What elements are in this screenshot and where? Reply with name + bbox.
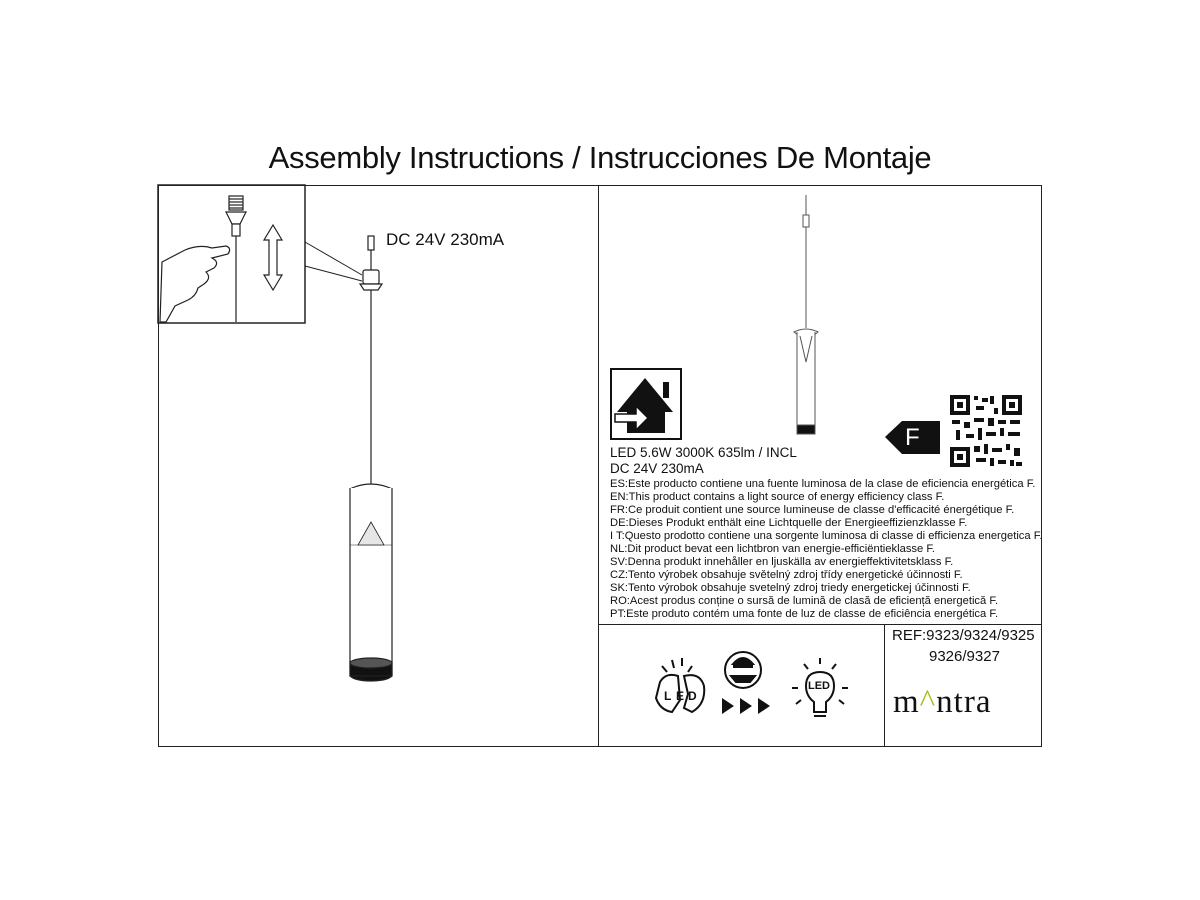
energy-statement: EN:This product contains a light source of energy efficiency class F. [610, 491, 945, 503]
energy-statement: RO:Acest produs conține o sursă de lumină de clasă de eficiență energetică F. [610, 595, 999, 607]
energy-statement: NL:Dit product bevat een lichtbron van energie-efficiëntieklasse F. [610, 543, 936, 555]
power-label: DC 24V 230mA [386, 230, 505, 249]
spec-line-2: DC 24V 230mA [610, 461, 704, 476]
page-title: Assembly Instructions / Instrucciones De Montaje [268, 140, 932, 175]
led-not-replaceable-icon [656, 658, 704, 712]
brand-logo-part: ntra [936, 684, 992, 720]
brand-logo [893, 684, 991, 721]
led-label: LED [808, 680, 830, 692]
energy-class-letter: F [905, 424, 920, 451]
svg-text:E: E [676, 689, 685, 703]
reference-codes: REF:9323/9324/9325 [892, 627, 1035, 644]
energy-statement: DE:Dieses Produkt enthält eine Lichtquelle der Energieeffizienzklasse F. [610, 517, 968, 529]
energy-statement: PT:Este produto contém uma fonte de luz de classe de eficiência energética F. [610, 608, 999, 620]
technician-icon [725, 652, 761, 688]
energy-statement: CZ:Tento výrobek obsahuje světelný zdroj třídy energetické účinnosti F. [610, 569, 963, 581]
reference-codes-cont: 9326/9327 [929, 648, 1000, 665]
energy-statement: FR:Ce produit contient une source lumineuse de classe d'efficacité énergétique F. [610, 504, 1015, 516]
svg-text:L: L [664, 689, 672, 703]
play-arrows-icon [722, 698, 770, 714]
svg-text:D: D [688, 689, 697, 703]
brand-logo-accent: ^ [919, 684, 937, 720]
energy-statement: I T:Questo prodotto contiene una sorgente luminosa di classe di efficienza energetica F. [610, 530, 1043, 542]
spec-line-1: LED 5.6W 3000K 635lm / INCL [610, 445, 797, 460]
energy-statement: SV:Denna produkt innehåller en ljuskälla av energieffektivitetsklass F. [610, 556, 954, 568]
energy-statement: ES:Este producto contiene una fuente luminosa de la clase de eficiencia energética F. [610, 478, 1036, 490]
energy-statement: SK:Tento výrobok obsahuje svetelný zdroj triedy energetickej účinnosti F. [610, 582, 971, 594]
brand-logo-part: m [893, 684, 920, 720]
